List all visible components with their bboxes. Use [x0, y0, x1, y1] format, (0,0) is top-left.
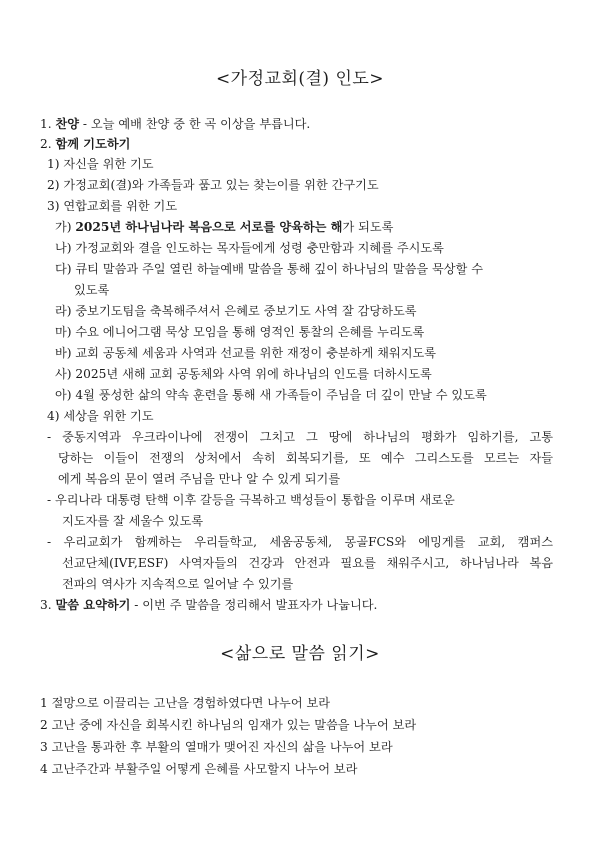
- world-prayer-1-cont: 당하는 이들이 전쟁의 상처에서 속히 회복되기를, 또 예수 그리스도를 모르는 자들: [58, 451, 553, 465]
- church-prayer-sa: 사) 2025년 새해 교회 공동체와 사역 위에 하나님의 인도를 더하시도록: [55, 367, 432, 381]
- reading-question-1: 1 절망으로 이끌리는 고난을 경험하였다면 나누어 보라: [40, 696, 331, 710]
- church-prayer-a: 아) 4월 풍성한 삶의 약속 훈련을 통해 새 가족들이 주님을 더 깊이 만날 수 있도록: [55, 388, 487, 402]
- church-prayer-da-cont: 있도록: [74, 283, 110, 297]
- world-prayer-2-cont: 지도자를 잘 세울수 있도록: [62, 514, 204, 528]
- item-prayer: [40, 135, 130, 153]
- reading-question-3: 3 고난을 통과한 후 부활의 열매가 맺어진 자신의 삶을 나누어 보라: [40, 740, 393, 754]
- church-prayer-ma: 마) 수요 에니어그램 묵상 모임을 통해 영적인 통찰의 은혜를 누리도록: [55, 325, 425, 339]
- item-text: - 오늘 예배 찬양 중 한 곡 이상을 부릅니다.: [79, 117, 311, 131]
- church-prayer-da: 다) 큐티 말씀과 주일 열린 하늘예배 말씀을 통해 깊이 하나님의 말씀을 묵상할 수: [55, 262, 483, 276]
- item-number: 3.: [40, 598, 52, 612]
- church-prayer-ra: 라) 중보기도팀을 축복해주셔서 은혜로 중보기도 사역 잘 감당하도록: [55, 304, 417, 318]
- reading-question-4: 4 고난주간과 부활주일 어떻게 은혜를 사모할지 나누어 보라: [40, 762, 358, 776]
- section-title-house-church: <가정교회(결) 인도>: [215, 69, 385, 89]
- world-prayer-3-cont: 선교단체(IVF,ESF) 사역자들의 건강과 안전과 필요를 채워주시고, 하나님나라 복음: [62, 556, 553, 570]
- item-label: 찬양: [55, 117, 80, 131]
- item-label: 함께 기도하기: [55, 137, 131, 151]
- item-praise: [40, 115, 310, 133]
- world-prayer-2: - 우리나라 대통령 탄핵 이후 갈등을 극복하고 백성들이 통합을 이루며 새로운: [47, 493, 455, 507]
- church-prayer-ga: [55, 218, 393, 236]
- world-prayer-1-end: 에게 복음의 문이 열려 주님을 만나 알 수 있게 되기를: [58, 472, 341, 486]
- section-title-reading: <삶으로 말씀 읽기>: [220, 644, 380, 664]
- sub-item-world: 4) 세상을 위한 기도: [47, 409, 154, 423]
- church-prayer-na: 나) 가정교회와 결을 인도하는 목자들에게 성령 충만함과 지혜를 주시도록: [55, 241, 444, 255]
- prayer-suffix: 가 되도록: [342, 220, 394, 234]
- item-summary: [40, 596, 377, 614]
- prayer-theme: 2025년 하나님나라 복음으로 서로를 양육하는 해: [75, 220, 343, 234]
- world-prayer-3: - 우리교회가 함께하는 우리들학교, 세움공동체, 몽골FCS와 에밍게를 교회, 캠퍼스: [47, 535, 553, 549]
- church-prayer-ba: 바) 교회 공동체 세움과 사역과 선교를 위한 재정이 충분하게 채워지도록: [55, 346, 437, 360]
- world-prayer-1: - 중동지역과 우크라이나에 전쟁이 그치고 그 땅에 하나님의 평화가 임하기를, 고통: [47, 430, 553, 444]
- item-label: 말씀 요약하기: [55, 598, 131, 612]
- sub-item-family: 2) 가정교회(결)와 가족들과 품고 있는 찾는이를 위한 간구기도: [47, 178, 379, 192]
- world-prayer-3-end: 전파의 역사가 지속적으로 일어날 수 있기를: [62, 577, 294, 591]
- reading-question-2: 2 고난 중에 자신을 회복시킨 하나님의 임재가 있는 말씀을 나누어 보라: [40, 718, 417, 732]
- item-number: 2.: [40, 137, 52, 151]
- sub-item-self: 1) 자신을 위한 기도: [47, 157, 154, 171]
- prayer-prefix: 가): [55, 220, 76, 234]
- item-text: - 이번 주 말씀을 정리해서 발표자가 나눕니다.: [130, 598, 378, 612]
- sub-item-church: 3) 연합교회를 위한 기도: [47, 199, 178, 213]
- item-number: 1.: [40, 117, 52, 131]
